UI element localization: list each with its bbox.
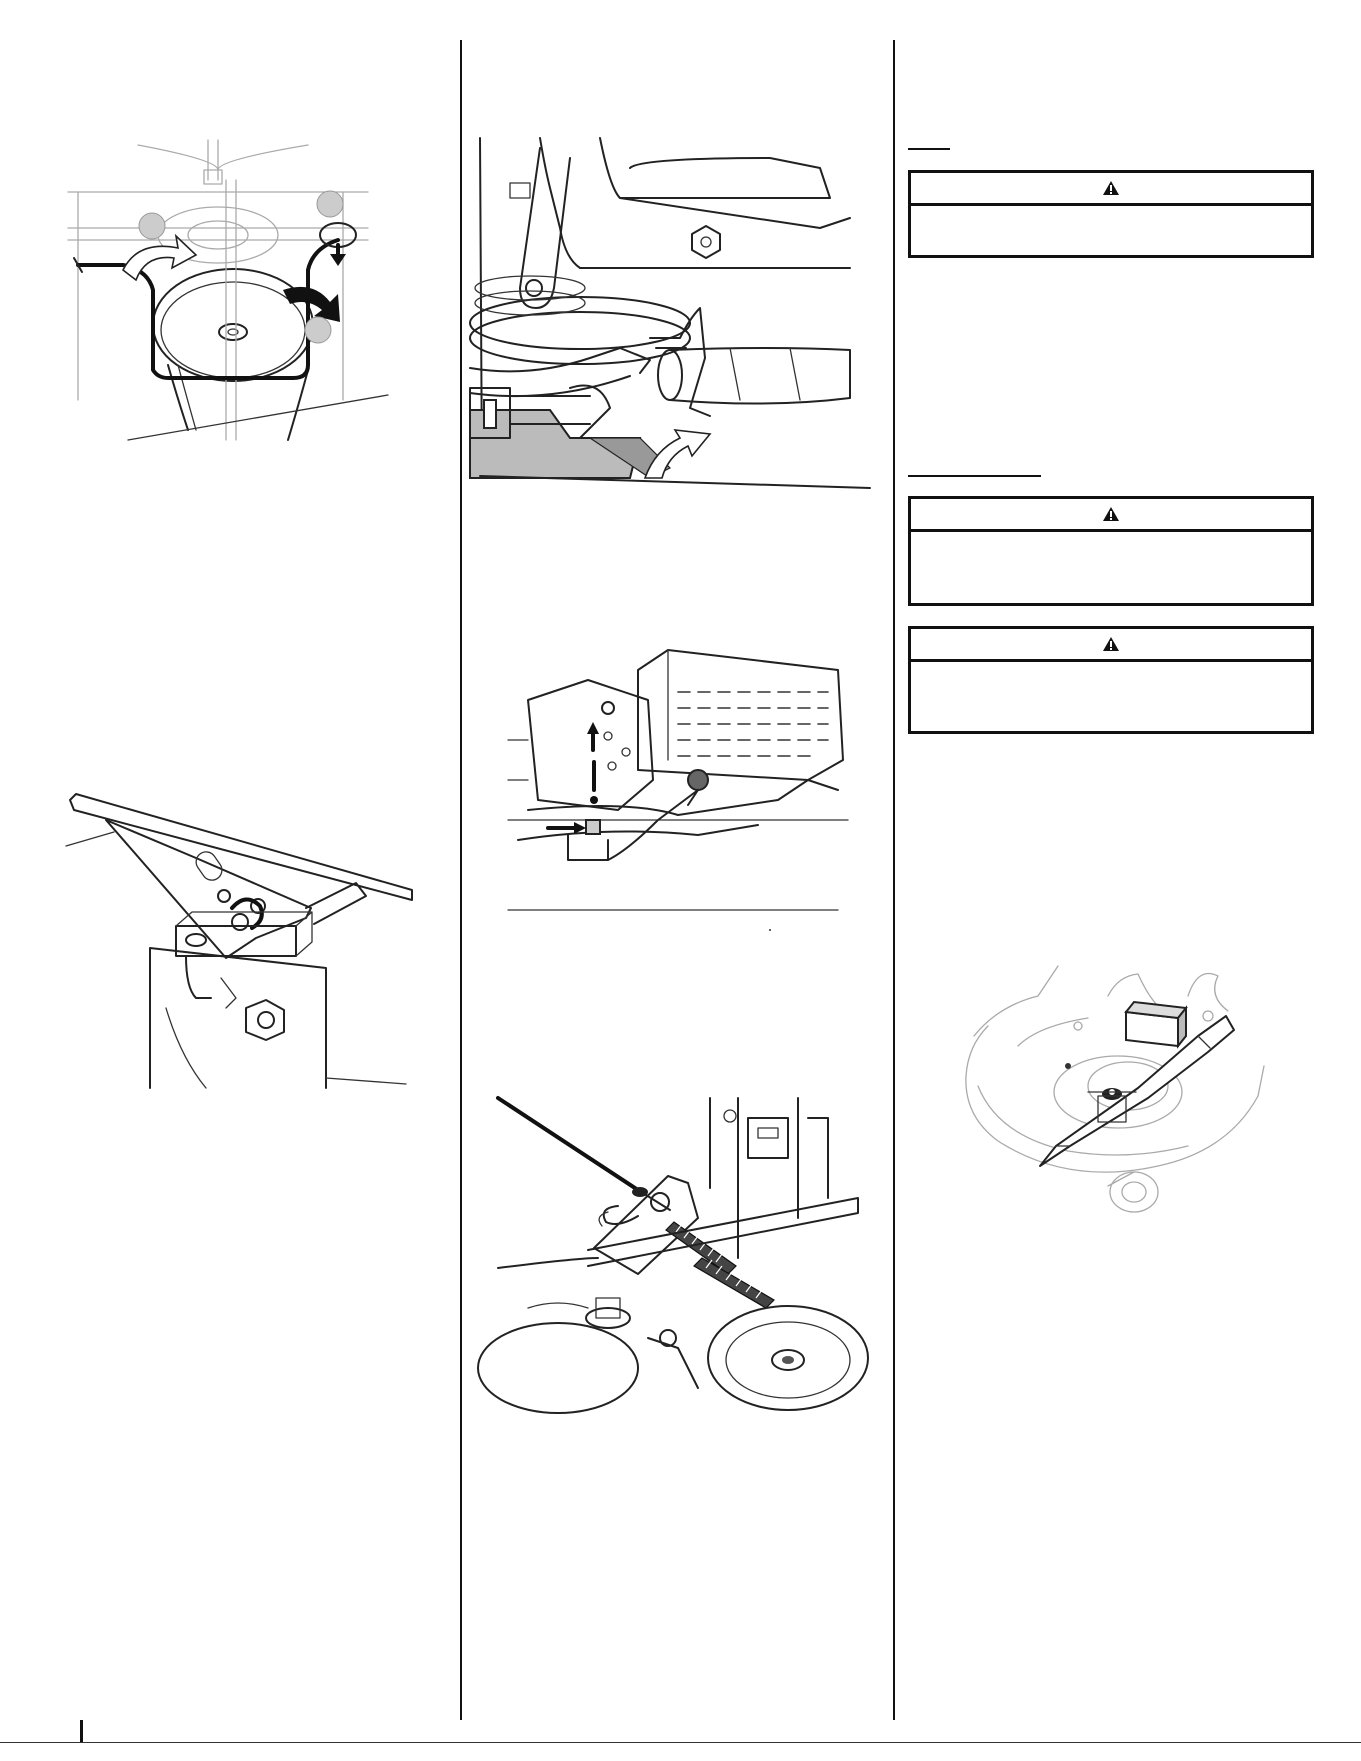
page-number-marker <box>80 1720 83 1742</box>
warning-triangle-icon <box>1102 636 1120 652</box>
footer-rule <box>0 1742 1361 1743</box>
warning-box-header <box>911 629 1311 662</box>
engine-shield-pin-illustration <box>508 640 848 930</box>
section-heading-rule-2 <box>908 475 1041 477</box>
warning-box-body <box>911 532 1311 548</box>
warning-triangle-icon <box>1102 506 1120 522</box>
warning-triangle-icon <box>1102 180 1120 196</box>
warning-box-1 <box>908 170 1314 258</box>
warning-box-body <box>911 662 1311 678</box>
column-divider-right <box>893 40 895 1720</box>
section-heading-rule-1 <box>908 148 950 150</box>
warning-box-3 <box>908 626 1314 734</box>
deck-hanger-bracket-illustration <box>66 788 416 1088</box>
mower-deck-mount-illustration <box>470 138 870 478</box>
mower-blade-deck-illustration <box>958 966 1268 1216</box>
column-divider-left <box>460 40 462 1720</box>
pto-cable-illustration <box>498 1098 858 1398</box>
warning-box-2 <box>908 496 1314 606</box>
warning-box-header <box>911 173 1311 206</box>
pulley-belt-illustration <box>68 140 428 450</box>
warning-box-header <box>911 499 1311 532</box>
warning-box-body <box>911 206 1311 222</box>
